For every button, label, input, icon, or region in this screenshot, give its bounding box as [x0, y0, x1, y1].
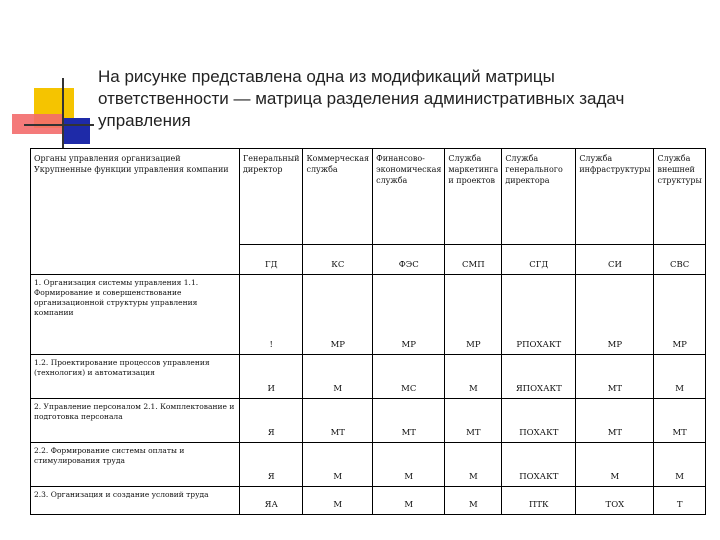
task-cell: 2.2. Формирование системы оплаты и стимулирования труда [31, 443, 240, 487]
task-cell: 1. Организация системы управления 1.1. Формирование и совершенствование организационной структуры управления компании [31, 275, 240, 355]
value-cell: Я [240, 443, 303, 487]
table-row [31, 275, 706, 355]
value-cell: МТ [445, 399, 502, 443]
col-header-svs: Служба внешней структуры [654, 149, 705, 245]
decor-horizontal-line [24, 124, 94, 126]
col-header-smp: Служба маркетинга и проектов [445, 149, 502, 245]
table-row [31, 487, 706, 515]
col-abbr-ks: КС [303, 245, 373, 275]
value-cell: М [303, 487, 373, 515]
value-cell: МТ [373, 399, 445, 443]
title-line-1: На рисунке представлена одна из модификаций матрицы [98, 67, 555, 86]
decor-blue-square [62, 118, 90, 144]
value-cell: МТ [654, 399, 705, 443]
table-row [31, 399, 706, 443]
header-row [31, 149, 706, 245]
responsibility-matrix [30, 148, 706, 515]
col-abbr-gd: ГД [240, 245, 303, 275]
value-cell: ТОХ [576, 487, 654, 515]
col-header-si: Служба инфраструктуры [576, 149, 654, 245]
value-cell: М [373, 487, 445, 515]
task-cell: 2. Управление персоналом 2.1. Комплектование и подготовка персонала [31, 399, 240, 443]
value-cell: Я [240, 399, 303, 443]
value-cell: М [373, 443, 445, 487]
value-cell: МТ [576, 399, 654, 443]
value-cell: Т [654, 487, 705, 515]
value-cell: ПОХАКТ [502, 443, 576, 487]
title-line-2: ответственности — матрица разделения административных задач [98, 89, 625, 108]
value-cell: МТ [576, 355, 654, 399]
table-row [31, 443, 706, 487]
value-cell: МР [576, 275, 654, 355]
value-cell: ЯА [240, 487, 303, 515]
value-cell: ПТК [502, 487, 576, 515]
value-cell: М [303, 355, 373, 399]
value-cell: МР [373, 275, 445, 355]
col-header-gd: Генеральный директор [240, 149, 303, 245]
value-cell: МС [373, 355, 445, 399]
value-cell: МТ [303, 399, 373, 443]
value-cell: ПОХАКТ [502, 399, 576, 443]
decor-vertical-line [62, 78, 64, 148]
value-cell: М [445, 355, 502, 399]
col-abbr-smp: СМП [445, 245, 502, 275]
value-cell: М [445, 443, 502, 487]
value-cell: М [654, 355, 705, 399]
title-line-3: управления [98, 111, 191, 130]
value-cell: М [654, 443, 705, 487]
value-cell: М [576, 443, 654, 487]
col-header-fes: Финансово-экономическая служба [373, 149, 445, 245]
table-row [31, 355, 706, 399]
value-cell: ! [240, 275, 303, 355]
col-abbr-fes: ФЭС [373, 245, 445, 275]
col-abbr-svs: СВС [654, 245, 705, 275]
value-cell: МР [445, 275, 502, 355]
slide-title [98, 66, 698, 132]
task-cell: 1.2. Проектирование процессов управления (технология) и автоматизация [31, 355, 240, 399]
col-abbr-si: СИ [576, 245, 654, 275]
col-abbr-sgd: СГД [502, 245, 576, 275]
value-cell: МР [303, 275, 373, 355]
value-cell: М [445, 487, 502, 515]
col-header-sgd: Служба генерального директора [502, 149, 576, 245]
value-cell: М [303, 443, 373, 487]
task-cell: 2.3. Организация и создание условий труда [31, 487, 240, 515]
value-cell: И [240, 355, 303, 399]
col-header-ks: Коммерческая служба [303, 149, 373, 245]
value-cell: РПОХАКТ [502, 275, 576, 355]
value-cell: МР [654, 275, 705, 355]
value-cell: ЯПОХАКТ [502, 355, 576, 399]
corner-cell: Органы управления организацией Укрупненные функции управления компании [31, 149, 240, 275]
